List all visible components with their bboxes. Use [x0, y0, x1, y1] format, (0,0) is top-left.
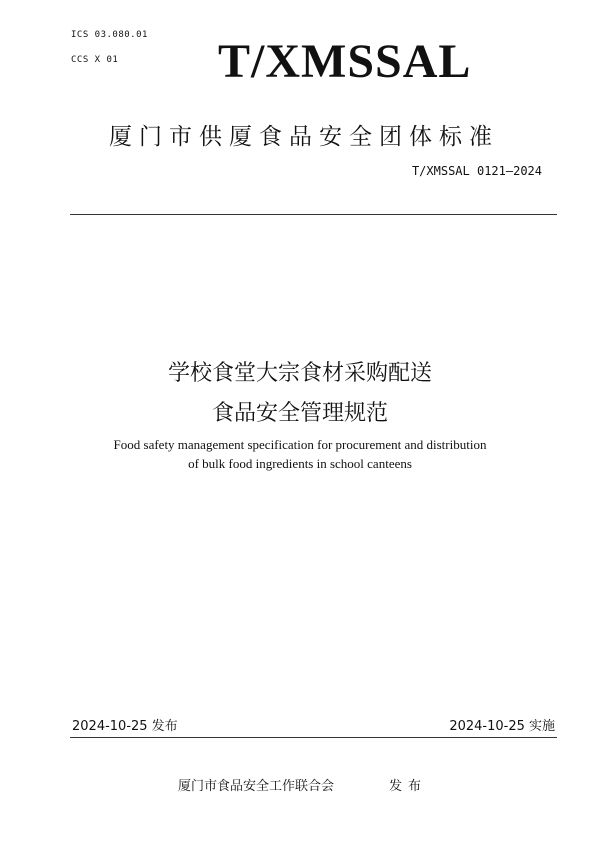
issuer-name: 厦门市食品安全工作联合会 — [178, 779, 335, 794]
organization-title: 厦门市供厦食品安全团体标准 — [109, 124, 499, 150]
standard-number: T/XMSSAL 0121—2024 — [411, 164, 542, 178]
footer-divider — [70, 737, 557, 738]
ics-code: ICS 03.080.01 — [71, 30, 148, 40]
document-title-line-1: 学校食堂大宗食材采购配送 — [167, 361, 432, 386]
header-divider — [70, 214, 557, 215]
publish-date: 2024-10-25 发布 — [72, 719, 178, 734]
standard-logo: T/XMSSAL — [218, 35, 472, 88]
issuer-action: 发布 — [389, 779, 428, 794]
english-title-line-1: Food safety management specification for procurement and distribution — [113, 437, 487, 452]
ccs-code: CCS X 01 — [71, 55, 119, 65]
english-title-line-2: of bulk food ingredients in school canteens — [188, 456, 412, 471]
document-title-line-2: 食品安全管理规范 — [211, 401, 388, 426]
implement-date: 2024-10-25 实施 — [449, 719, 555, 734]
